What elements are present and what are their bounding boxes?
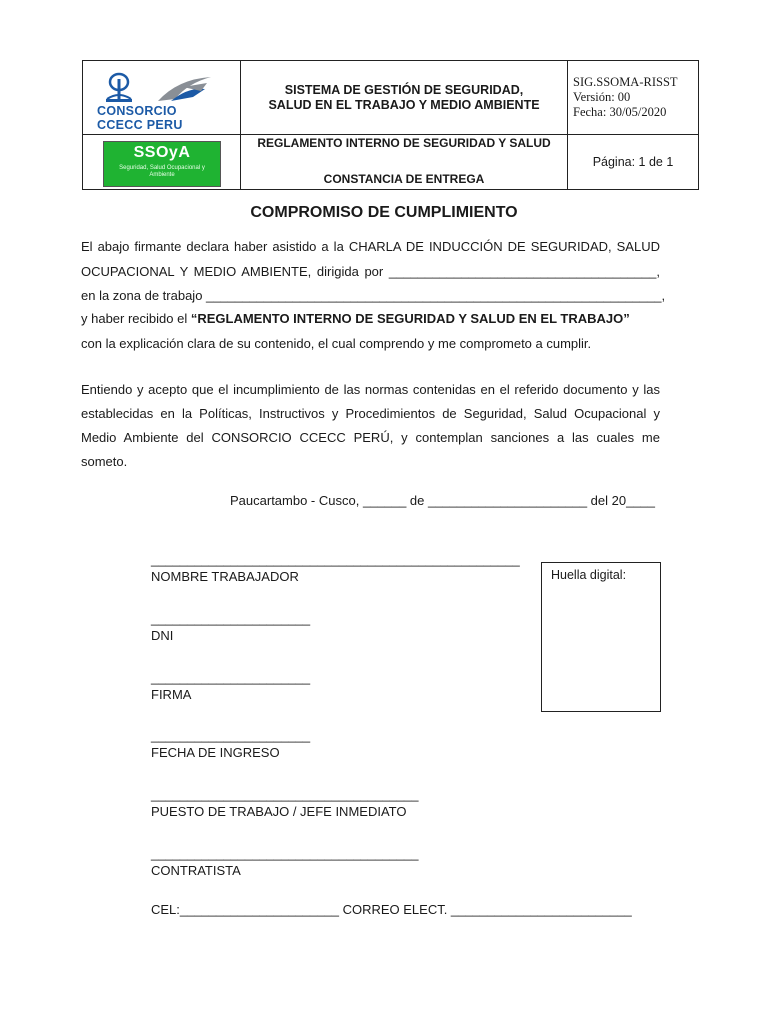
position-label: PUESTO DE TRABAJO / JEFE INMEDIATO (151, 804, 407, 819)
contact-line[interactable]: CEL:______________________ CORREO ELECT. _________________________ (151, 902, 632, 917)
paragraph2-line1: Entiendo y acepto que el incumplimiento de las normas contenidas en el referido documento y las (81, 382, 660, 397)
system-title-cell (241, 61, 568, 135)
worker-name-label: NOMBRE TRABAJADOR (151, 569, 299, 584)
dni-blank[interactable]: ______________________ (151, 611, 311, 626)
signature-label: FIRMA (151, 687, 192, 702)
paragraph1-line4 (81, 311, 661, 326)
paragraph1-line2: OCUPACIONAL Y MEDIO AMBIENTE, dirigida por _____________________________________, (81, 264, 660, 279)
contractor-blank[interactable]: _____________________________________ (151, 846, 419, 861)
entry-date-blank[interactable]: ______________________ (151, 728, 311, 743)
logo-text-consorcio: CONSORCIO (97, 104, 177, 118)
paragraph2-line3: Medio Ambiente del CONSORCIO CCECC PERÚ, y contemplan sanciones a las cuales me (81, 430, 660, 445)
signature-blank[interactable]: ______________________ (151, 670, 311, 685)
document-header-table (82, 60, 699, 190)
ssoya-logo-cell (83, 135, 241, 190)
paragraph1-line5: con la explicación clara de su contenido, el cual comprendo y me comprometo a cumplir. (81, 336, 592, 351)
paragraph1-line4-prefix: y haber recibido el (81, 311, 191, 326)
place-date-line: Paucartambo - Cusco, ______ de ______________________ del 20____ (230, 493, 656, 508)
entry-date-label: FECHA DE INGRESO (151, 745, 280, 760)
page-number-cell (568, 135, 699, 190)
document-code: SIG.SSOMA-RISST (573, 75, 678, 89)
document-date: Fecha: 30/05/2020 (573, 105, 667, 119)
page-title: COMPROMISO DE CUMPLIMIENTO (250, 204, 518, 221)
logo-text-ccecc-peru: CCECC PERU (97, 118, 183, 132)
contractor-label: CONTRATISTA (151, 863, 241, 878)
regulation-name-bold: “REGLAMENTO INTERNO DE SEGURIDAD Y SALUD EN EL TRABAJO” (190, 311, 630, 326)
regulation-title: REGLAMENTO INTERNO DE SEGURIDAD Y SALUD (257, 136, 551, 150)
worker-name-blank[interactable]: ___________________________________________________ (151, 552, 520, 567)
document-version: Versión: 00 (573, 90, 631, 104)
paragraph2-line2: establecidas en la Políticas, Instructivos y Procedimientos de Seguridad, Salud Ocupacional y (81, 406, 660, 421)
ssoya-badge-title: SSOyA (133, 144, 191, 161)
position-blank[interactable]: _____________________________________ (151, 787, 419, 802)
consorcio-logo-cell (83, 61, 241, 135)
paragraph1-line3: en la zona de trabajo _______________________________________________________________, (81, 288, 666, 303)
paragraph1-line1: El abajo firmante declara haber asistido a la CHARLA DE INDUCCIÓN DE SEGURIDAD, SALUD (81, 239, 660, 254)
dni-label: DNI (151, 628, 174, 643)
system-title-line2: SALUD EN EL TRABAJO Y MEDIO AMBIENTE (268, 97, 540, 112)
ssoya-badge-subtitle: Seguridad, Salud Ocupacional y Ambiente (119, 165, 205, 178)
paragraph2-line4: someto. (81, 454, 128, 469)
fingerprint-label: Huella digital: (551, 568, 627, 582)
fingerprint-box (541, 562, 661, 712)
page-number: Página: 1 de 1 (592, 155, 674, 169)
regulation-title-cell (241, 135, 568, 190)
document-code-cell (568, 61, 699, 135)
ssoya-badge (103, 141, 221, 187)
system-title-line1: SISTEMA DE GESTIÓN DE SEGURIDAD, (284, 82, 524, 97)
consorcio-logo (83, 61, 240, 134)
document-type: CONSTANCIA DE ENTREGA (323, 172, 485, 186)
